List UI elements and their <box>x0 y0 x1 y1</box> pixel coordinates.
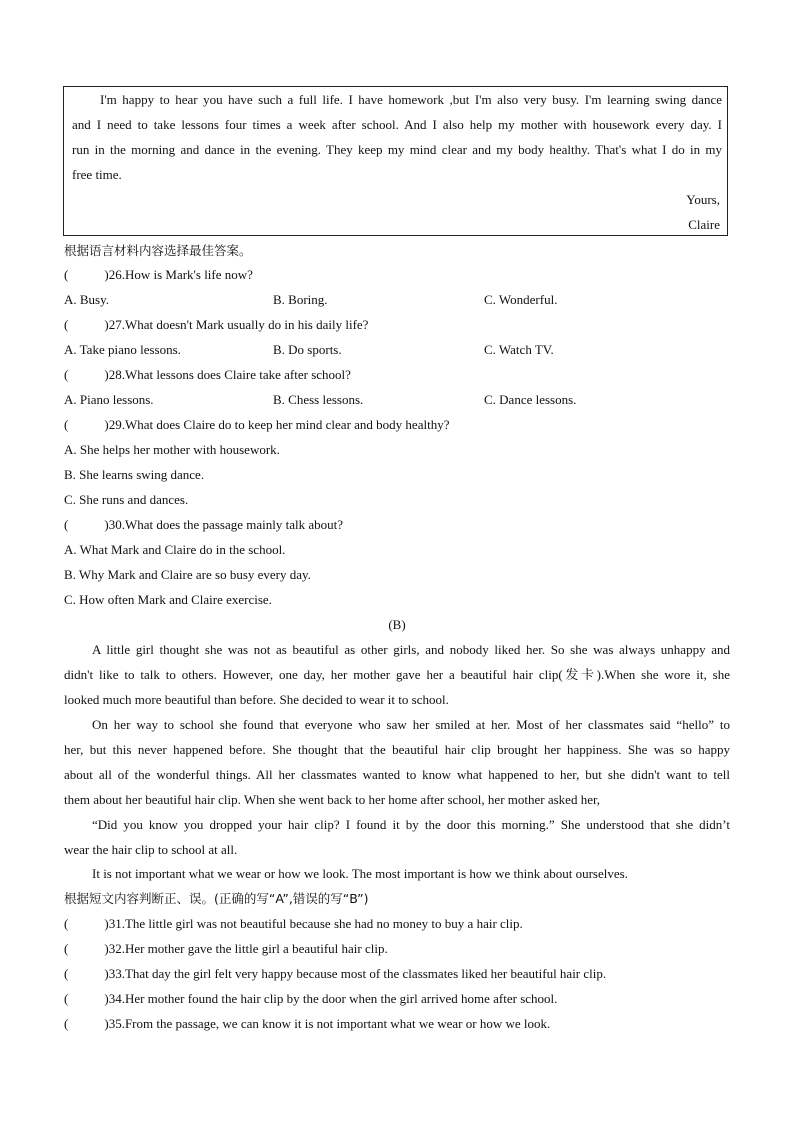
question-26: ( )26.How is Mark's life now? <box>64 267 253 282</box>
q29-option-b: B. She learns swing dance. <box>64 467 205 482</box>
question-28: ( )28.What lessons does Claire take after school? <box>64 367 351 382</box>
q27-option-a: A. Take piano lessons. <box>64 342 181 357</box>
question-29: ( )29.What does Claire do to keep her mind clear and body healthy? <box>64 417 450 432</box>
question-33: ( )33.That day the girl felt very happy because most of the classmates liked her beautiful hair clip. <box>64 966 607 981</box>
passage-p3-line-2: wear the hair clip to school at all. <box>64 842 238 857</box>
section-b-instruction: 根据短文内容判断正、误。(正确的写“A”,错误的写“B”) <box>64 891 369 906</box>
q29-option-a: A. She helps her mother with housework. <box>64 442 280 457</box>
passage-p3-line-1: “Did you know you dropped your hair clip? I found it by the door this morning.” She understood that she didn’t <box>92 817 730 832</box>
letter-line-1: I'm happy to hear you have such a full life. I have homework ,but I'm also very busy. I'm learning swing dance <box>100 92 722 107</box>
section-a-instruction: 根据语言材料内容选择最佳答案。 <box>64 243 252 258</box>
letter-line-2: and I need to take lessons four times a week after school. And I also help my mother with housework every day. I <box>72 117 722 132</box>
section-b-heading: (B) <box>388 617 406 632</box>
q30-option-b: B. Why Mark and Claire are so busy every day. <box>64 567 311 582</box>
passage-p2-line-2: her, but this never happened before. She thought that the beautiful hair clip brought her happiness. She was so happy <box>64 742 730 757</box>
question-32: ( )32.Her mother gave the little girl a beautiful hair clip. <box>64 941 388 956</box>
letter-box <box>63 86 728 236</box>
passage-p4: It is not important what we wear or how we look. The most important is how we think about ourselves. <box>92 866 628 881</box>
q27-option-c: C. Watch TV. <box>484 342 554 357</box>
q28-option-a: A. Piano lessons. <box>64 392 154 407</box>
passage-p2-line-3: about all of the wonderful things. All her classmates wanted to know what happened to her, but she didn't want to tell <box>64 767 730 782</box>
letter-line-3: run in the morning and dance in the evening. They keep my mind clear and my body healthy. That's what I do in my <box>72 142 722 157</box>
question-30: ( )30.What does the passage mainly talk about? <box>64 517 343 532</box>
question-31: ( )31.The little girl was not beautiful because she had no money to buy a hair clip. <box>64 916 523 931</box>
passage-p2-line-1: On her way to school she found that everyone who saw her smiled at her. Most of her classmates said “hello” to <box>92 717 730 732</box>
question-35: ( )35.From the passage, we can know it is not important what we wear or how we look. <box>64 1016 551 1031</box>
letter-closing: Yours, <box>686 192 720 207</box>
q26-option-b: B. Boring. <box>273 292 328 307</box>
passage-p1-line-2: didn't like to talk to others. However, one day, her mother gave her a beautiful hair clip(发卡).When she wore it, she <box>64 667 730 682</box>
q27-option-b: B. Do sports. <box>273 342 342 357</box>
letter-signature: Claire <box>688 217 720 232</box>
q26-option-c: C. Wonderful. <box>484 292 558 307</box>
q30-option-c: C. How often Mark and Claire exercise. <box>64 592 272 607</box>
q28-option-b: B. Chess lessons. <box>273 392 364 407</box>
question-34: ( )34.Her mother found the hair clip by the door when the girl arrived home after school. <box>64 991 558 1006</box>
q30-option-a: A. What Mark and Claire do in the school. <box>64 542 286 557</box>
q28-option-c: C. Dance lessons. <box>484 392 577 407</box>
passage-p1-line-3: looked much more beautiful than before. She decided to wear it to school. <box>64 692 449 707</box>
question-27: ( )27.What doesn't Mark usually do in his daily life? <box>64 317 369 332</box>
q29-option-c: C. She runs and dances. <box>64 492 189 507</box>
letter-line-4: free time. <box>72 167 122 182</box>
passage-p2-line-4: them about her beautiful hair clip. When she went back to her home after school, her mother asked her, <box>64 792 601 807</box>
q26-option-a: A. Busy. <box>64 292 110 307</box>
passage-p1-line-1: A little girl thought she was not as beautiful as other girls, and nobody liked her. So she was always unhappy and <box>92 642 730 657</box>
